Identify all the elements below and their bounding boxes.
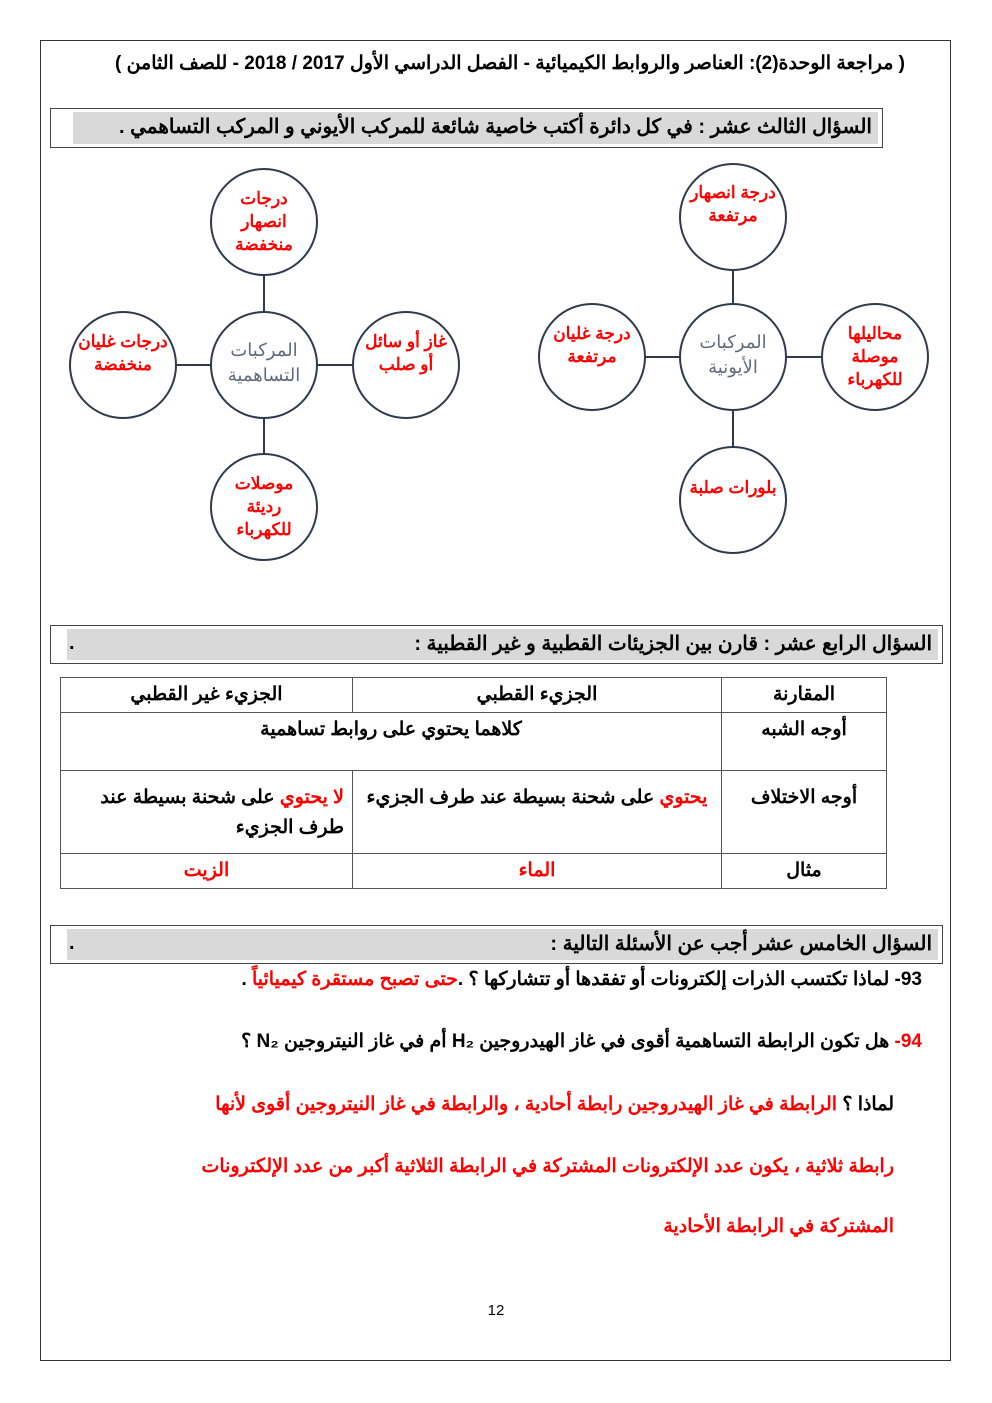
ionic-bottom-answer: بلورات صلبة	[689, 478, 777, 497]
comparison-table	[60, 677, 887, 889]
header-polar: الجزيء القطبي	[353, 678, 722, 713]
covalent-bottom-answer: موصلات رديئة للكهرباء	[234, 474, 294, 539]
question-15-header	[50, 925, 943, 964]
example-label: مثال	[722, 854, 887, 889]
page-title: ( مراجعة الوحدة(2): العناصر والروابط الكيميائية - الفصل الدراسي الأول 2017 / 2018 - للصف الثامن )	[114, 53, 905, 74]
nonpolar-difference	[61, 771, 353, 854]
question-14-header	[50, 625, 943, 664]
covalent-left-answer: درجات غليان منخفضة	[78, 332, 168, 374]
nonpolar-example: الزيت	[61, 854, 353, 889]
table-row-difference	[61, 771, 887, 854]
concept-maps	[0, 0, 992, 600]
question-93	[241, 968, 922, 991]
question-14-prompt: السؤال الرابع عشر : قارن بين الجزيئات القطبية و غير القطبية :	[67, 629, 938, 660]
question-94	[241, 1030, 922, 1053]
question-13-prompt: السؤال الثالث عشر : في كل دائرة أكتب خاصية شائعة للمركب الأيوني و المركب التساهمي .	[73, 112, 878, 144]
covalent-center-label: المركبات التساهمية	[227, 340, 301, 385]
polar-example: الماء	[353, 854, 722, 889]
question-end: .	[241, 969, 252, 990]
question-number: 93-	[894, 969, 922, 990]
table-row-example	[61, 854, 887, 889]
page-number: 12	[487, 1302, 505, 1319]
nonpolar-difference-text: على شحنة بسيطة عند طرف الجزيء	[100, 787, 344, 838]
answer-text: حتى تصبح مستقرة كيميائياً	[252, 969, 458, 990]
question-15-prompt: السؤال الخامس عشر أجب عن الأسئلة التالية :	[67, 929, 938, 960]
nonpolar-difference-keyword: لا يحتوي	[279, 787, 344, 808]
answer-94-line-1	[215, 1093, 894, 1116]
header-comparison: المقارنة	[722, 678, 887, 713]
polar-difference-keyword: يحتوي	[659, 787, 708, 808]
covalent-right-answer: غاز أو سائل أو صلب	[365, 332, 447, 374]
ionic-top-answer: درجة انصهار مرتفعة	[690, 183, 776, 225]
covalent-top-answer: درجات انصهار منخفضة	[235, 189, 293, 254]
answer-94-line-3: المشتركة في الرابطة الأحادية	[663, 1216, 894, 1237]
table-header-row	[61, 678, 887, 713]
similarity-value: كلاهما يحتوي على روابط تساهمية	[61, 713, 722, 771]
period: .	[69, 932, 75, 954]
table-row-similarity	[61, 713, 887, 771]
question-number: 94-	[894, 1031, 922, 1052]
question-text: لماذا تكتسب الذرات إلكترونات أو تفقدها أو تتشاركها ؟ .	[457, 969, 895, 990]
answer-94-line-2: رابطة ثلاثية ، يكون عدد الإلكترونات المشتركة في الرابطة الثلاثية أكبر من عدد الإلكترونات	[201, 1156, 894, 1177]
ionic-left-answer: درجة غليان مرتفعة	[553, 324, 631, 366]
polar-difference	[353, 771, 722, 854]
why-label: لماذا ؟	[837, 1094, 894, 1115]
answer-text: الرابطة في غاز الهيدروجين رابطة أحادية ، والرابطة في غاز النيتروجين أقوى لأنها	[215, 1094, 838, 1115]
period: .	[69, 632, 75, 654]
similarity-label: أوجه الشبه	[722, 713, 887, 771]
question-text: هل تكون الرابطة التساهمية أقوى في غاز الهيدروجين H₂ أم في غاز النيتروجين N₂ ؟	[241, 1031, 895, 1052]
difference-label: أوجه الاختلاف	[722, 771, 887, 854]
circle-ionic-bottom	[680, 447, 786, 553]
polar-difference-text: على شحنة بسيطة عند طرف الجزيء	[366, 787, 660, 808]
ionic-center-label: المركبات الأيونية	[699, 332, 767, 377]
ionic-right-answer: محاليلها موصلة للكهرباء	[847, 324, 903, 389]
header-nonpolar: الجزيء غير القطبي	[61, 678, 353, 713]
